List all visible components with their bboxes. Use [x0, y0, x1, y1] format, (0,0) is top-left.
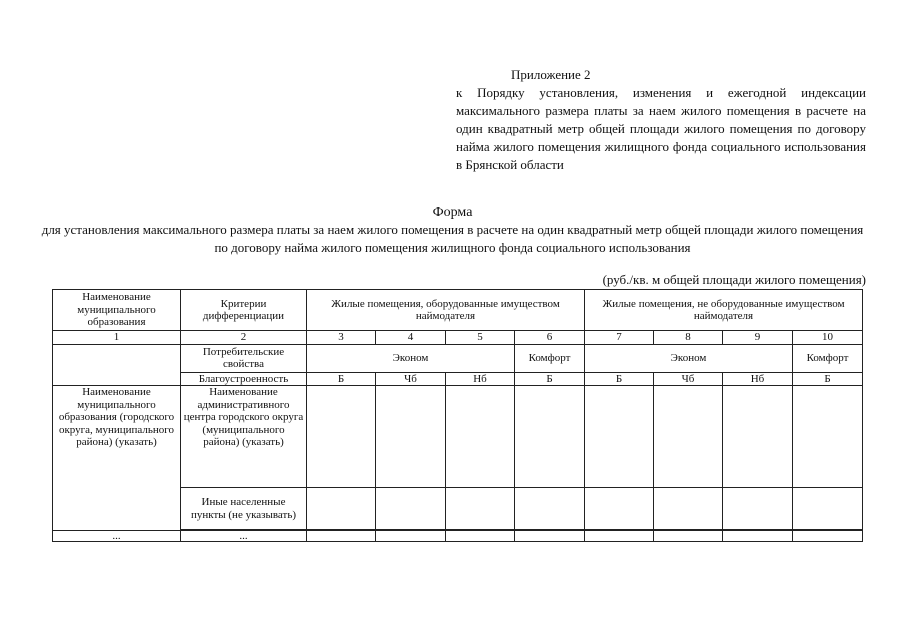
value-cell — [446, 488, 515, 530]
econom-furnished: Эконом — [307, 344, 515, 372]
amenity-code: Б — [585, 372, 654, 386]
value-cell — [654, 488, 723, 530]
value-cell — [723, 531, 793, 542]
column-number: 5 — [446, 331, 515, 345]
amenity-code: Нб — [446, 372, 515, 386]
amenities-label: Благоустроенность — [181, 372, 307, 386]
municipal-name-cell: Наименование муниципального образования (городского округа, муниципального района) (указать) — [53, 386, 181, 531]
appendix-title: Приложение 2 — [511, 67, 591, 82]
consumer-properties-label: Потребительские свойства — [181, 344, 307, 372]
column-number: 3 — [307, 331, 376, 345]
value-cell — [585, 488, 654, 530]
value-cell — [307, 488, 376, 530]
column-number: 2 — [181, 331, 307, 345]
econom-unfurnished: Эконом — [585, 344, 793, 372]
header-criteria: Критерии дифференциации — [181, 290, 307, 331]
comfort-unfurnished: Комфорт — [793, 344, 863, 372]
value-cell — [446, 386, 515, 488]
amenity-code: Чб — [376, 372, 446, 386]
comfort-furnished: Комфорт — [515, 344, 585, 372]
value-cell — [307, 386, 376, 488]
ellipsis-cell: ... — [53, 531, 181, 542]
table-row — [53, 531, 863, 542]
column-number: 6 — [515, 331, 585, 345]
column-number: 1 — [53, 331, 181, 345]
value-cell — [793, 386, 863, 488]
header-furnished: Жилые помещения, оборудованные имуществом наймодателя — [307, 290, 585, 331]
ellipsis-cell: ... — [181, 531, 307, 542]
value-cell — [723, 488, 793, 530]
header-unfurnished: Жилые помещения, не оборудованные имуществом наймодателя — [585, 290, 863, 331]
appendix-text: к Порядку установления, изменения и ежегодной индексации максимального размера платы за наем жилого помещения в расчете на один квадратный метр общей площади жилого помещения по договору найма жилого помещения жилищного фонда социального использования в Брянской области — [456, 85, 866, 172]
value-cell — [515, 386, 585, 488]
value-cell — [307, 531, 376, 542]
value-cell — [515, 531, 585, 542]
value-cell — [793, 531, 863, 542]
empty-cell — [53, 344, 181, 386]
appendix-block — [456, 66, 866, 174]
value-cell — [723, 386, 793, 488]
amenity-code: Нб — [723, 372, 793, 386]
column-number: 7 — [585, 331, 654, 345]
form-title: Форма — [432, 205, 473, 220]
column-number: 10 — [793, 331, 863, 345]
other-settlements-cell: Иные населенные пункты (не указывать) — [181, 488, 307, 530]
header-row — [53, 290, 863, 331]
value-cell — [585, 386, 654, 488]
admin-center-cell: Наименование административного центра городского округа (муниципального района) (указать) — [181, 386, 307, 488]
value-cell — [376, 386, 446, 488]
table-row — [53, 386, 863, 488]
value-cell — [376, 488, 446, 530]
form-subtitle: для установления максимального размера платы за наем жилого помещения в расчете на один квадратный метр общей площади жилого помещения по договору найма жилого помещения жилищного фонда социального использования — [41, 222, 864, 255]
amenity-code: Б — [793, 372, 863, 386]
header-municipality: Наименование муниципального образования — [53, 290, 181, 331]
column-number: 4 — [376, 331, 446, 345]
value-cell — [376, 531, 446, 542]
column-number: 8 — [654, 331, 723, 345]
value-cell — [793, 488, 863, 530]
value-cell — [515, 488, 585, 530]
value-cell — [654, 531, 723, 542]
amenity-code: Б — [515, 372, 585, 386]
amenity-code: Чб — [654, 372, 723, 386]
amenity-code: Б — [307, 372, 376, 386]
form-table — [52, 289, 863, 542]
value-cell — [654, 386, 723, 488]
consumer-properties-row — [53, 344, 863, 372]
value-cell — [585, 531, 654, 542]
units-label: (руб./кв. м общей площади жилого помещения) — [602, 272, 866, 287]
column-number-row — [53, 331, 863, 345]
value-cell — [446, 531, 515, 542]
column-number: 9 — [723, 331, 793, 345]
